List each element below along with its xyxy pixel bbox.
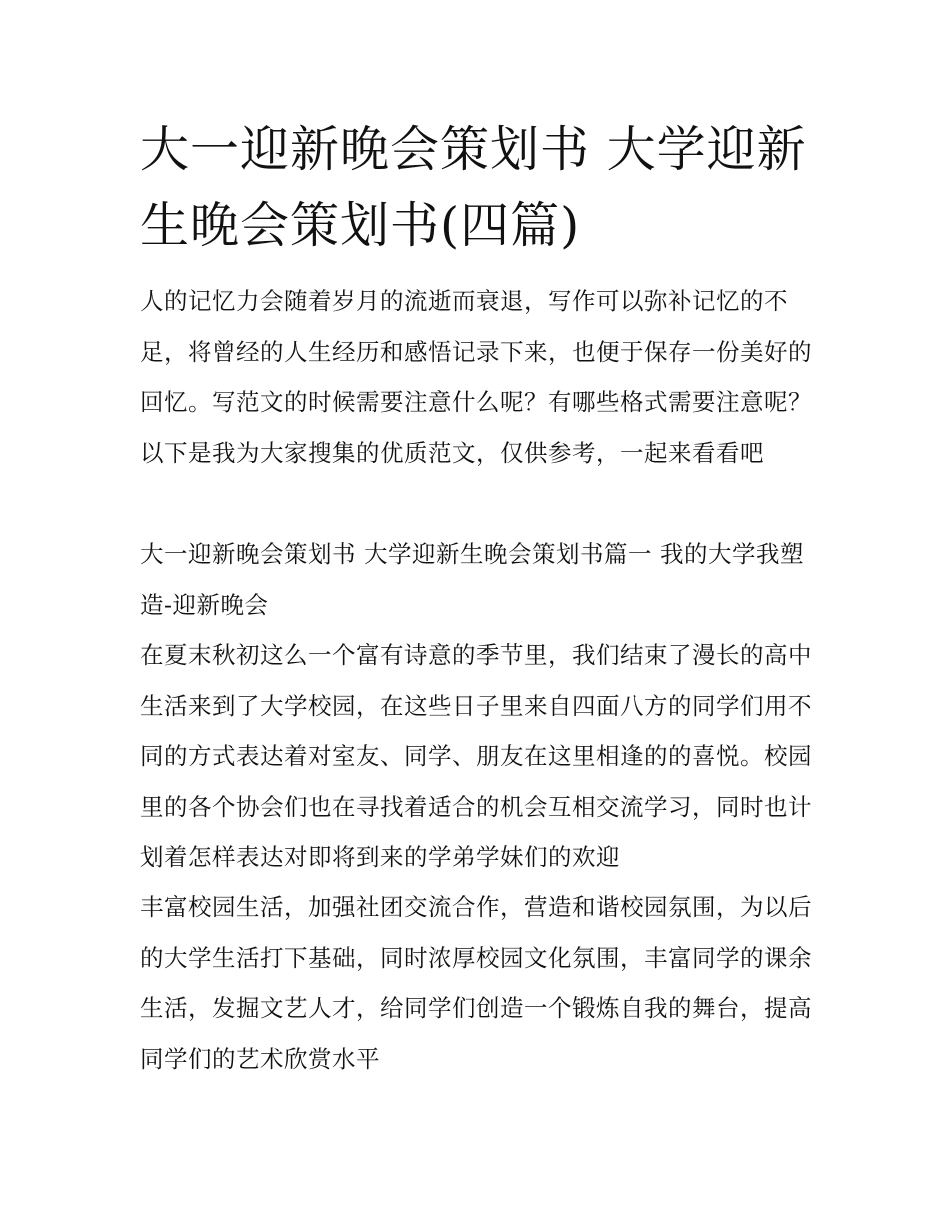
document-title: 大一迎新晚会策划书 大学迎新生晚会策划书(四篇)	[140, 121, 807, 254]
intro-paragraph: 人的记忆力会随着岁月的流逝而衰退，写作可以弥补记忆的不足，将曾经的人生经历和感悟记录下来，也便于保存一份美好的回忆。写范文的时候需要注意什么呢？有哪些格式需要注意呢？以下是我为大家搜集的优质范文，仅供参考，一起来看看吧	[140, 287, 812, 467]
body-paragraph-1: 在夏末秋初这么一个富有诗意的季节里，我们结束了漫长的高中生活来到了大学校园，在这些日子里来自四面八方的同学们用不同的方式表达着对室友、同学、朋友在这里相逢的的喜悦。校园里的各个协会们也在寻找着适合的机会互相交流学习，同时也计划着怎样表达对即将到来的学弟学妹们的欢迎	[140, 641, 812, 871]
body-paragraph-2: 丰富校园生活，加强社团交流合作，营造和谐校园氛围，为以后的大学生活打下基础，同时浓厚校园文化氛围，丰富同学的课余生活，发掘文艺人才，给同学们创造一个锻炼自我的舞台，提高同学们的艺术欣赏水平	[140, 893, 812, 1073]
section-heading: 大一迎新晚会策划书 大学迎新生晚会策划书篇一 我的大学我塑造-迎新晚会	[140, 540, 804, 619]
